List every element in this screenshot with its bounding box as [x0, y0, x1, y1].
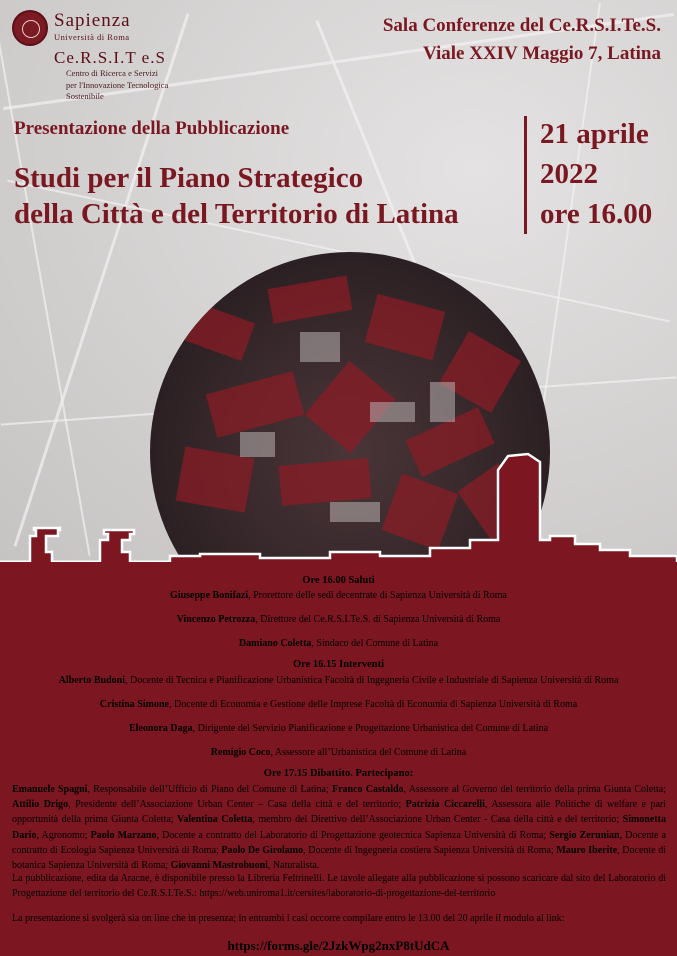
logo-desc-line: Centro di Ricerca e Servizi [66, 68, 159, 78]
sapienza-seal-icon [12, 10, 48, 46]
interventi-heading: Ore 16.15 Interventi [292, 659, 385, 670]
speaker-role: , Docente di Economia e Gestione delle Imprese Facoltà di Economia di Sapienza Università di Roma [168, 699, 578, 710]
city-skyline [0, 440, 677, 580]
title-divider [524, 116, 527, 234]
logo-university: Sapienza [54, 10, 131, 31]
speaker-name: Alberto Budoni [58, 675, 125, 686]
speaker-name: Eleonora Daga [128, 723, 193, 734]
title-line: Studi per il Piano Strategico [14, 162, 364, 194]
event-year: 2022 [540, 158, 598, 190]
presentation-label: Presentazione della Pubblicazione [14, 118, 290, 139]
participant-role: , Docente a contratto di Ecologia Sapienza Università di Roma; [12, 829, 666, 856]
logo-university-sub: Università di Roma [54, 32, 130, 42]
logo-desc-line: Sostenibile [66, 91, 104, 101]
registration-note: La presentazione si svolgerà sia on line che in presenza; in entrambi i casi occorre compilare entro le 13.00 del 20 aprile il modulo al link: [12, 913, 565, 924]
saluti-heading: Ore 16.00 Saluti [302, 575, 375, 586]
speaker-line [0, 614, 677, 625]
speaker-role: , Direttore del Ce.R.S.I.Te.S. di Sapienza Università di Roma [255, 614, 501, 625]
participant-name: Patrizia Ciccarelli [405, 799, 485, 811]
participant-name: Paolo De Girolamo [221, 844, 304, 856]
title-line: della Città e del Territorio di Latina [14, 198, 459, 230]
speaker-name: Vincenzo Petrozza [176, 614, 256, 625]
participant-role: , Naturalista. [267, 860, 320, 872]
event-day: 21 aprile [540, 118, 649, 150]
participant-name: Simonetta Dario [12, 814, 666, 841]
speaker-role: , Sindaco del Comune di Latina [311, 638, 439, 649]
participant-name: Valentina Coletta [177, 814, 253, 826]
page-title [14, 160, 514, 232]
venue-address: Viale XXIV Maggio 7, Latina [422, 43, 661, 64]
dibattito-participants [12, 782, 666, 873]
speaker-line [0, 747, 677, 758]
participant-name: Paolo Marzano [90, 829, 157, 841]
participant-role: , Assessora alle Politiche di welfare e pari opportunità della prima Giunta Coletta; [12, 799, 667, 826]
venue [383, 12, 661, 68]
participant-role: , Agronomo; [36, 829, 91, 841]
participant-role: , Responsabile dell’Ufficio di Piano del Comune di Latina; [87, 784, 332, 795]
form-link[interactable]: https://forms.gle/2JzkWpg2nxP8tUdCA [227, 938, 450, 953]
participant-name: Attilio Drigo [12, 799, 69, 811]
speaker-line [0, 723, 677, 734]
participant-name: Franco Castaldo [332, 784, 404, 795]
speaker-line [0, 675, 677, 686]
participant-name: Giovanni Mastrobuoni [170, 860, 268, 872]
participant-role: , membro del Direttivo dell’Associazione Urban Center - Casa della città e del territorio; [252, 814, 623, 826]
speaker-name: Damiano Coletta [238, 638, 312, 649]
dibattito-heading: Ore 17.15 Dibattito. Partecipano: [263, 768, 414, 779]
speaker-role: , Assessore all’Urbanistica del Comune di Latina [270, 747, 467, 758]
participant-name: Mauro Iberite [556, 844, 618, 856]
logo-desc-line: per l'Innovazione Tecnologica [66, 79, 169, 90]
speaker-name: Remigio Coco [210, 747, 271, 758]
participant-role: , Docente di Ingegneria costiera Sapienza Università di Roma; [303, 844, 557, 856]
speaker-name: Giuseppe Bonifazi [170, 590, 249, 601]
participant-role: , Docente di botanica Sapienza Università di Roma; [12, 844, 666, 872]
participant-role: , Presidente dell’Associazione Urban Center – Casa della città e del territorio; [68, 799, 406, 811]
logo-center: Ce.R.S.I.T e.S [54, 48, 166, 67]
speaker-line [0, 590, 677, 601]
logo-center-desc [66, 68, 196, 103]
event-time: ore 16.00 [540, 198, 653, 230]
participant-role: , Assessore al Governo del territorio della prima Giunta Coletta; [403, 784, 667, 795]
event-date [540, 114, 652, 234]
participant-name: Sergio Zerunian [549, 829, 620, 841]
speaker-role: , Docente di Tecnica e Pianificazione Urbanistica Facoltà di Ingegneria Civile e Industriale di Sapienza Università di Roma [125, 675, 619, 686]
speaker-role: , Prorettore delle sedi decentrate di Sapienza Università di Roma [248, 590, 507, 601]
venue-name: Sala Conferenze del Ce.R.S.I.Te.S. [382, 15, 661, 36]
speaker-role: , Dirigente del Servizio Pianificazione e Progettazione Urbanistica del Comune di Latina [192, 723, 549, 734]
participant-role: , Docente a contratto del Laboratorio di Progettazione geotecnica Sapienza Università di Roma; [156, 829, 550, 841]
speaker-line [0, 638, 677, 649]
speaker-name: Cristina Simone [99, 699, 169, 710]
publication-note: La pubblicazione, edita da Aracne, è disponibile presso la Libreria Feltrinelli. Le tavole allegate alla pubblicazione si possono scaricare dal sito del Laboratorio di Progettazione del territorio del Ce.R.S.I.Te.S.: https://web.uniroma1.it/cersites/laboratorio-di-progettazione-del-territorio [12, 873, 666, 900]
speaker-line [0, 699, 677, 710]
participant-name: Emanuele Spagni [12, 784, 88, 795]
